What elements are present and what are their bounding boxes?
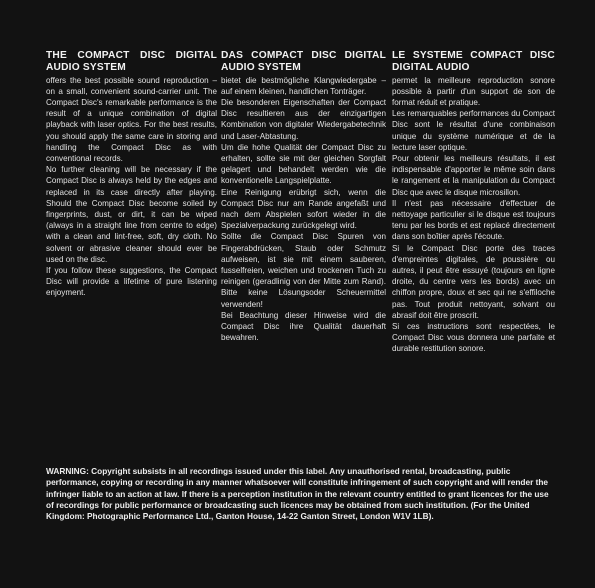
french-paragraph: Les remarquables performances du Compact Disc sont le résultat d'une combinaison unique du système numérique et de la lecture laser optique. [392, 109, 555, 152]
german-paragraph: bietet die bestmögliche Klangwiedergabe – auf einem kleinen, handlichen Tonträger. [221, 75, 386, 96]
french-heading: LE SYSTEME COMPACT DISC DIGITAL AUDIO [392, 50, 555, 73]
french-column [392, 50, 555, 355]
warning-label: WARNING: [46, 466, 89, 476]
french-paragraph: Pour obtenir les meilleurs résultats, il est indispensable d'apporter le même soin dans le rangement et la manipulation du Compact Disc que avec le disque microsillon. [392, 154, 555, 197]
german-column [221, 50, 386, 343]
french-paragraph: Si le Compact Disc porte des traces d'empreintes digitales, de poussière ou autres, il peut être essuyé (toujours en ligne droite, du centre vers les bords) avec un chiffon propre, doux et sec qui ne s'effiloche pas. Tout produit nettoyant, solvant ou abrasif doit être proscrit. [392, 243, 555, 320]
english-paragraph: offers the best possible sound reproduction – on a small, convenient sound-carrier unit. The Compact Disc's remarkable performance is the result of a unique combination of digital playback with laser optics. For the best results, you should apply the same care in storing and handling the Compact Disc as with conventional records. [46, 75, 217, 164]
french-paragraph: Si ces instructions sont respectées, le Compact Disc vous donnera une parfaite et durable restitution sonore. [392, 322, 555, 354]
copyright-warning [46, 466, 558, 522]
german-paragraph: Die besonderen Eigenschaften der Compact Disc resultieren aus der einzigartigen Kombination von digitaler Wiedergabetechnik und Laser-Abtastung. [221, 98, 386, 141]
german-paragraph: Sollte die Compact Disc Spuren von Fingerabdrücken, Staub oder Schmutz aufweisen, ist sie mit einem sauberen, fusselfreien, weichen und trockenen Tuch zu reinigen (geradlinig von der Mitte zum Rand). Bitte keine Lösungsoder Scheuermittel verwenden! [221, 232, 386, 309]
german-heading: DAS COMPACT DISC DIGITAL AUDIO SYSTEM [221, 50, 386, 73]
german-paragraph: Bei Beachtung dieser Hinweise wird die Compact Disc ihre Qualität dauerhaft bewahren. [221, 310, 386, 343]
german-paragraph: Eine Reinigung erübrigt sich, wenn die Compact Disc nur am Rande angefaßt und nach dem Abspielen sofort wieder in die Spezialverpackung zurückgelegt wird. [221, 187, 386, 231]
german-paragraph: Um die hohe Qualität der Compact Disc zu erhalten, sollte sie mit der gleichen Sorgfalt gelagert und behandelt werden wie die konventionelle Langspielplatte. [221, 142, 386, 186]
english-paragraph: If you follow these suggestions, the Compact Disc will provide a lifetime of pure listening enjoyment. [46, 266, 217, 298]
english-column [46, 50, 217, 299]
english-paragraph: No further cleaning will be necessary if the Compact Disc is always held by the edges and replaced in its case directly after playing. Should the Compact Disc become soiled by fingerprints, dust, or dirt, it can be wiped (always in a straight line from centre to edge) with a clean and lint-free, soft, dry cloth. No solvent or abrasive cleaner should ever be used on the disc. [46, 165, 217, 264]
french-paragraph: permet la meilleure reproduction sonore possible à partir d'un support de son de format réduit et pratique. [392, 75, 555, 107]
french-paragraph: Il n'est pas nécessaire d'effectuer de nettoyage particulier si le disque est toujours tenu par les bords et est replacé directement dans son boîtier après l'écoute. [392, 198, 555, 242]
english-heading: THE COMPACT DISC DIGITAL AUDIO SYSTEM [46, 50, 217, 73]
warning-text: Copyright subsists in all recordings issued under this label. Any unauthorised rental, broadcasting, public performance, copying or recording in any manner whatsoever will constitute infringement of such copyright and will render the infringer liable to an action at law. If there is a perception institution in the relevant country entitled to grant licences for the use of recordings for public performance or broadcasting such licences may be obtained from such institution. (For the United Kingdom: Photographic Performance Ltd., Ganton House, 14-22 Ganton Street, London W1V 1LB). [46, 466, 549, 522]
